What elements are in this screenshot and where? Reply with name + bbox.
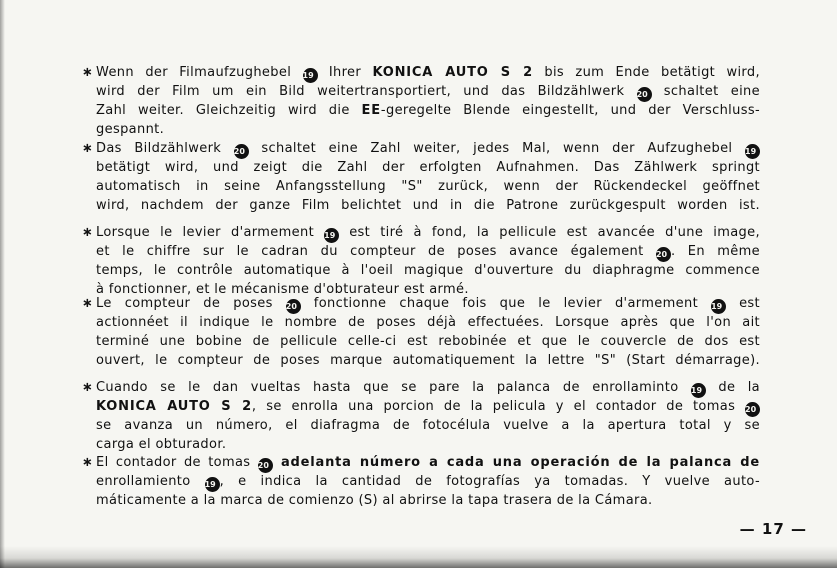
text-line: ∗ Cuando se le dan vueltas hasta que se pare la palanca de enrollaminto 19 de la	[82, 378, 760, 397]
spanish-paragraph-2	[82, 453, 760, 510]
text-line: ∗ El contador de tomas 20 adelanta número a cada una operación de la palanca de	[82, 453, 760, 472]
french-paragraph-1	[82, 223, 760, 299]
french-paragraph-2	[82, 294, 760, 370]
bullet: ∗	[82, 225, 94, 240]
brand-name: KONICA AUTO S 2	[372, 65, 534, 80]
counter-number-badge: 20	[656, 247, 671, 262]
text-line: máticamente a la marca de comienzo (S) al abrirse la tapa trasera de la Cámara.	[96, 493, 653, 508]
text-line: KONICA AUTO S 2, se enrolla una porcion de la pelicula y el contador de tomas 20	[82, 397, 760, 416]
text-line: ∗ Lorsque le levier d'armement 19 est tiré à fond, la pellicule est avancée d'une image,	[82, 223, 760, 242]
scan-shadow-left	[0, 0, 5, 568]
text-line: ∗ Wenn der Filmaufzughebel 19 Ihrer KONICA AUTO S 2 bis zum Ende betätigt wird,	[82, 63, 760, 82]
text-line: wird der Film um ein Bild weitertransportiert, und das Bildzählwerk 20 schaltet eine	[82, 82, 760, 101]
bullet: ∗	[82, 65, 94, 80]
text-line: carga el obturador.	[96, 437, 227, 452]
counter-number-badge: 20	[286, 299, 301, 314]
text-line: ∗ Das Bildzählwerk 20 schaltet eine Zahl weiter, jedes Mal, wenn der Aufzughebel 19	[82, 139, 760, 158]
bullet: ∗	[82, 296, 94, 311]
counter-number-badge: 20	[258, 458, 273, 473]
text-line: gespannt.	[96, 122, 165, 137]
lever-number-badge: 19	[691, 383, 706, 398]
brand-name: KONICA AUTO S 2	[96, 399, 252, 414]
lever-number-badge: 19	[324, 228, 339, 243]
bullet: ∗	[82, 141, 94, 156]
spanish-paragraph-1	[82, 378, 760, 454]
bullet: ∗	[82, 455, 94, 470]
text-line: automatisch in seine Anfangsstellung "S" zurück, wenn der Rückendeckel geöffnet	[96, 179, 760, 194]
text-line: temps, le contrôle automatique à l'oeil magique d'ouverture du diaphragme commence	[96, 263, 760, 278]
text-line: betätigt wird, und zeigt die Zahl der erfolgten Aufnahmen. Das Zählwerk springt	[96, 160, 760, 175]
lever-number-badge: 19	[711, 299, 726, 314]
scan-shadow-bottom	[0, 546, 837, 568]
counter-number-badge: 20	[637, 87, 652, 102]
text-line: terminé une bobine de pellicule celle-ci est rebobinée et que le couvercle de dos est	[96, 334, 760, 349]
counter-number-badge: 20	[745, 402, 760, 417]
counter-number-badge: 20	[234, 144, 249, 159]
page-number: — 17 —	[739, 520, 807, 538]
text-line: Zahl weiter. Gleichzeitig wird die EE-geregelte Blende eingestellt, und der Verschluss-	[96, 103, 761, 118]
text-line: actionnéet il indique le nombre de poses déjà effectuées. Lorsque après que l'on ait	[96, 315, 760, 330]
lever-number-badge: 19	[205, 477, 220, 492]
text-line: à fonctionner, et le mécanisme d'obturateur est armé.	[96, 282, 469, 297]
text-line: enrollamiento 19 , e indica la cantidad de fotografías ya tomadas. Y vuelve auto-	[82, 472, 760, 491]
text-line: se avanza un número, el diafragma de fotocélula vuelve a la apertura total y se	[96, 418, 760, 433]
text-line: ∗ Le compteur de poses 20 fonctionne chaque fois que le levier d'armement 19 est	[82, 294, 760, 313]
german-paragraph-2	[82, 139, 760, 215]
german-paragraph-1	[82, 63, 760, 139]
lever-number-badge: 19	[745, 144, 760, 159]
bullet: ∗	[82, 380, 94, 395]
text-line: et le chiffre sur le cadran du compteur de poses avance également 20 . En même	[82, 242, 760, 261]
text-line: ouvert, le compteur de poses marque automatiquement la lettre "S" (Start démarrage).	[96, 353, 760, 368]
text-line: wird, nachdem der ganze Film belichtet und in die Patrone zurückgespult worden ist.	[96, 198, 760, 213]
lever-number-badge: 19	[303, 68, 318, 83]
